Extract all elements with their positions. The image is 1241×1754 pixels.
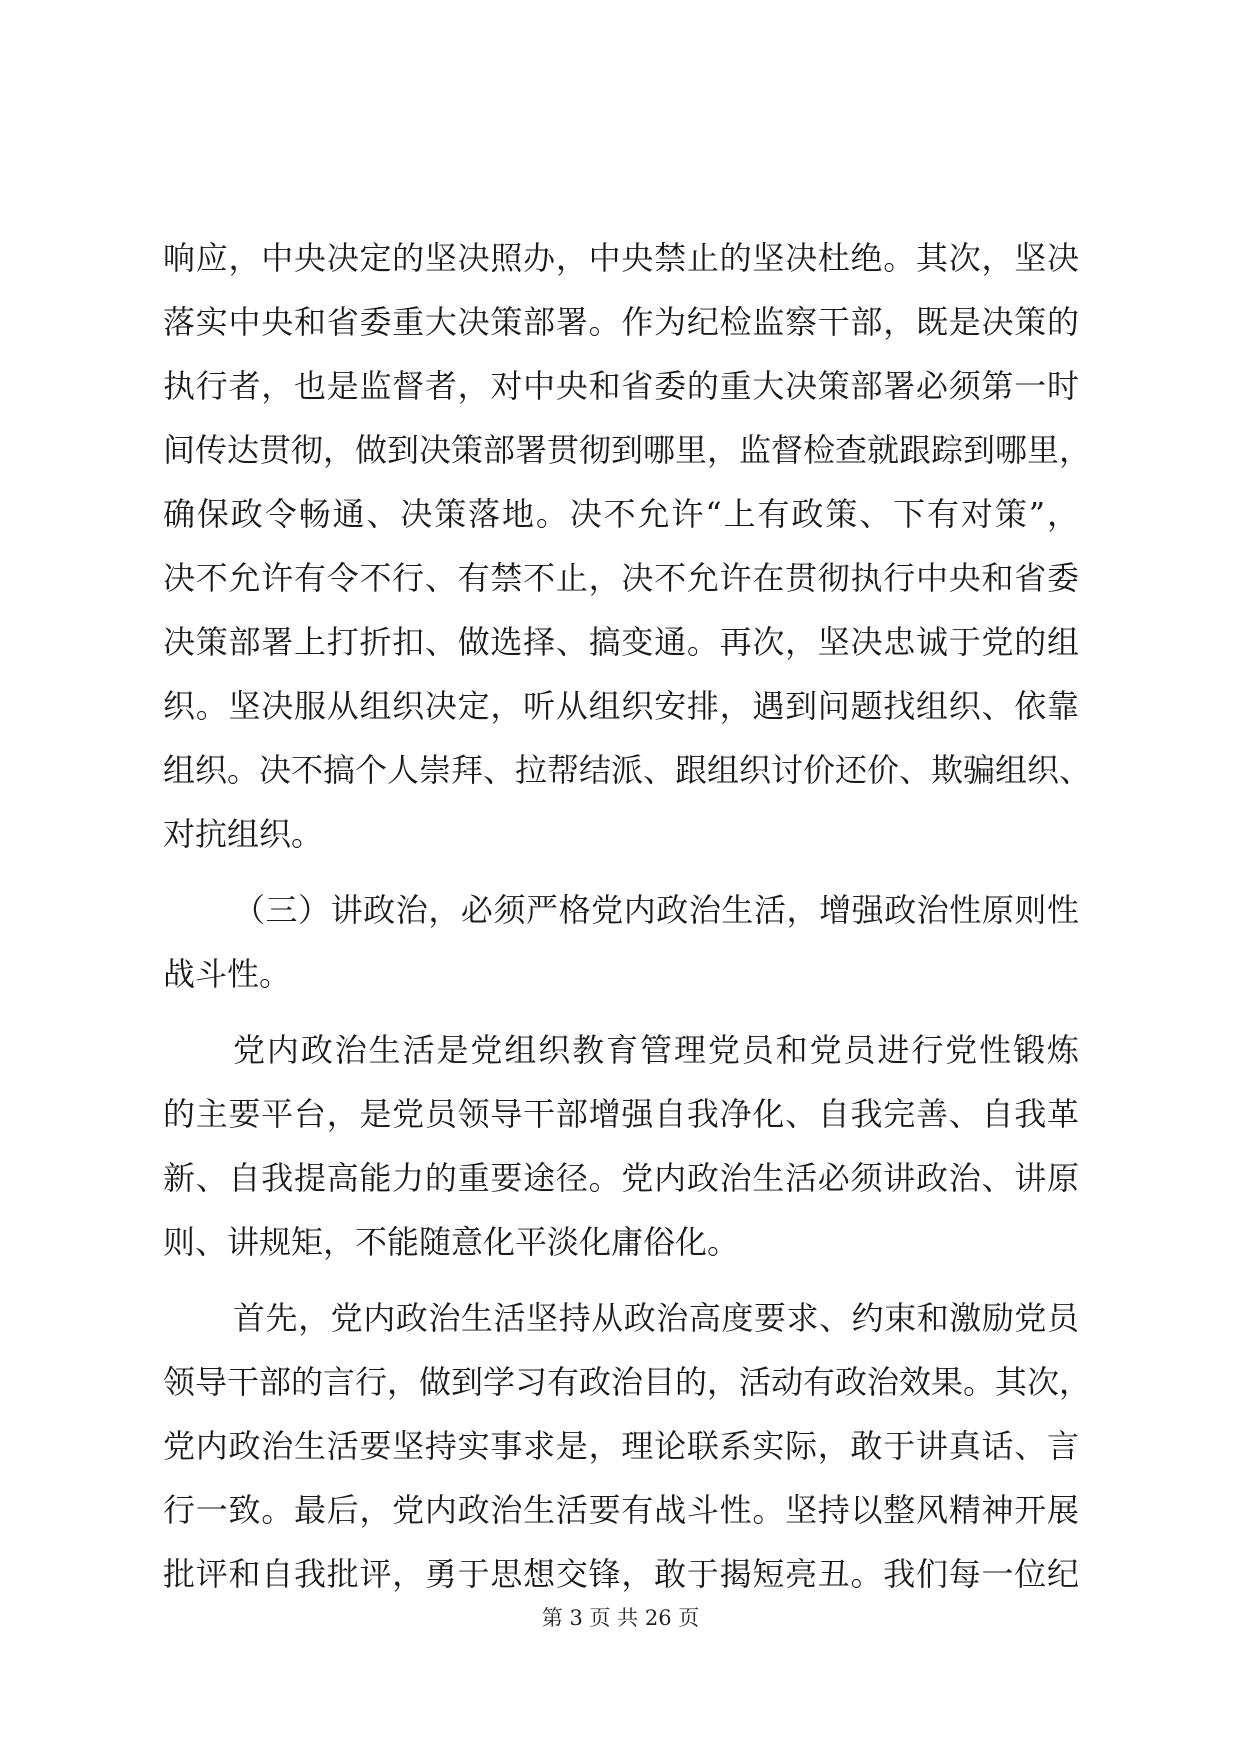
text-line: 行一致。最后，党内政治生活要有战斗性。坚持以整风精神开展	[163, 1491, 1079, 1529]
text-line: 组织。决不搞个人崇拜、拉帮结派、跟组织讨价还价、欺骗组织、	[163, 751, 1092, 789]
text-line: 党内政治生活要坚持实事求是，理论联系实际，敢于讲真话、言	[163, 1427, 1079, 1465]
text-line: 间传达贯彻，做到决策部署贯彻到哪里，监督检查就跟踪到哪里，	[163, 431, 1092, 469]
text-line: 新、自我提高能力的重要途径。党内政治生活必须讲政治、讲原	[163, 1159, 1079, 1197]
paragraph-3	[163, 1286, 1092, 1606]
text-line: 执行者，也是监督者，对中央和省委的重大决策部署必须第一时	[163, 367, 1079, 405]
text-line: 批评和自我批评，勇于思想交锋，敢于揭短亮丑。我们每一位纪	[163, 1555, 1079, 1593]
text-line: 响应，中央决定的坚决照办，中央禁止的坚决杜绝。其次，坚决	[163, 239, 1079, 277]
heading-line: （三）讲政治，必须严格党内政治生活，增强政治性原则性	[233, 891, 1079, 929]
text-line: 确保政令畅通、决策落地。决不允许“上有政策、下有对策”，	[163, 495, 1079, 533]
text-line: 对抗组织。	[163, 815, 324, 853]
text-line: 领导干部的言行，做到学习有政治目的，活动有政治效果。其次，	[163, 1363, 1092, 1401]
heading-line: 战斗性。	[163, 955, 292, 993]
text-line: 决不允许有令不行、有禁不止，决不允许在贯彻执行中央和省委	[163, 559, 1079, 597]
text-line: 党内政治生活是党组织教育管理党员和党员进行党性锻炼	[233, 1031, 1079, 1069]
text-line: 落实中央和省委重大决策部署。作为纪检监察干部，既是决策的	[163, 303, 1079, 341]
text-line: 则、讲规矩，不能随意化平淡化庸俗化。	[163, 1223, 740, 1261]
page-footer: 第 3 页 共 26 页	[541, 1606, 700, 1630]
text-line: 首先，党内政治生活坚持从政治高度要求、约束和激励党员	[233, 1299, 1079, 1337]
document-body	[163, 226, 1092, 1606]
text-line: 织。坚决服从组织决定，听从组织安排，遇到问题找组织、依靠	[163, 687, 1079, 725]
text-line: 决策部署上打折扣、做选择、搞变通。再次，坚决忠诚于党的组	[163, 623, 1079, 661]
section-heading	[163, 878, 1079, 1006]
paragraph-1	[163, 226, 1092, 866]
text-line: 的主要平台，是党员领导干部增强自我净化、自我完善、自我革	[163, 1095, 1079, 1133]
paragraph-2	[163, 1018, 1079, 1274]
